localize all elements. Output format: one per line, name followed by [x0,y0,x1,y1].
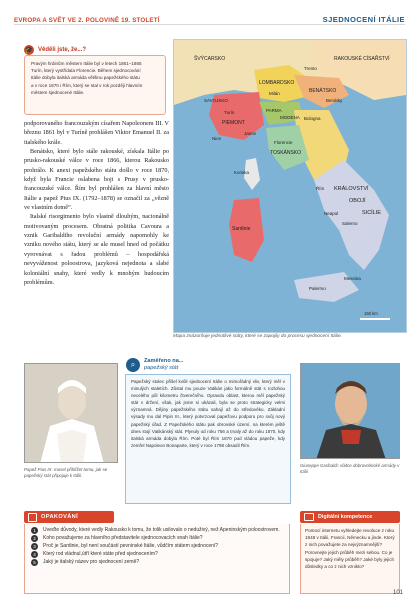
digital-competence-label: Digitální kompetence [318,514,373,520]
map-label-corsica: Korsika [234,170,250,175]
pope-pius-portrait [24,363,118,463]
dyk-line: městem sjednocené Itálie. [31,89,85,95]
map-label-sicily: SICÍLIE [362,210,381,216]
scale-bar [360,318,390,320]
papal-title-main: Zaměřeno na... [144,358,184,365]
map-label-austria: RAKOUSKÉ CÍSAŘSTVÍ [334,56,390,62]
papal-state-box [125,374,291,504]
running-head: EVROPA A SVĚT VE 2. POLOVINĚ 19. STOLETÍ [14,17,160,24]
question-text: Který rod vládnul,útří které státe před sjednocením? [43,551,158,557]
did-you-know-box [24,55,166,115]
review-box [24,524,290,594]
graduation-cap-icon: 🎓 [24,46,34,54]
map-label-two: OBOJÍ [349,198,366,204]
review-question [31,535,283,542]
digital-competence-text: Pomocí internetu vyhledejte revoluce z roku 1848 v Itálii, Francii, Německu a jinde. Který z nich považujete za nejvýznamnější? Porovnejte jejich průběh mezi sebou. Co je spojuje? Jaký měly průběh? Jaké byly jejich důsledky a co z nich vzniklo? [305,528,395,570]
body-paragraph: Italské risorgimento bylo vlastně dlouhým, nacionálně motivovaným procesem. Obratná politika Cavoura a vznik Garibaldiho revoluční armády napomohly ke vzniku nového státu, který se ale musel hned od počátku vyrovnávat s řadou problémů – hospodářská nevyváženost poloostrova, jazyková nejednota a slabé koloniální snahy, které vedly k mnohým hudoucím problémům. [24,213,169,286]
map-label-sardinia: Sardinie [232,226,251,232]
review-question [31,543,283,550]
dyk-line: a v roce 1870 i Řím, který se stal v rok později hlavním [31,82,143,88]
question-number-1: 1 [31,527,38,534]
question-text: Proč je Sardinie, byl není součástí pevninské Itálie, vůdčím státem sjednocení? [43,543,219,549]
map-label-florence: Florencie [274,140,293,145]
body-text [24,119,169,287]
map-label-piedmont: PIEMONT [222,120,245,126]
review-label: OPAKOVÁNÍ [41,514,79,520]
review-header [24,511,114,523]
body-paragraph: podporovaného francouzským císařem Napoleonem III. V březnu 1861 byl v Turíně prohlášen Viktor Emanuel II. za italského krále. [24,120,169,146]
question-text: Uveďte důvody, které vedly Rakousko k tomu, že tolik usilovalo o neduživý, než Apeninským poloostrovem. [43,527,280,533]
dyk-line: Pravým hrdinům městem Itálie byl v letech 1861–1865 [31,61,142,66]
map-label-modena: MODENA [280,115,300,120]
left-portrait-caption: Papež Pius IX. musel přihlížet tomu, jak se papežský stát připojuje k Itálii. [24,467,108,478]
map-label-turin: Turín [224,110,235,115]
right-portrait-caption: Giuseppe Garibaldi: vůdce dobrovolnické armády v Itálii [300,463,400,474]
map-label-milano: Milán [269,91,280,96]
review-question [31,551,283,558]
question-number-5: 5 [31,559,38,566]
body-paragraph: Benátsko, které bylo stále rakouské, získala Itálie po prusko-rakouské válce v roce 1866, kterou Rakousko prohrálo. K anexi papežského státu došlo v roce 1870, když byla Francie oslabena boji s Prusy v prusko-francouzské válce. Řím byl prohlášen za hlavní město Itálie a papež Pius IX. (1792–1878) se označil za „vězně ve vlastním domě“. [24,148,169,212]
map-label-tuscany: TOSKÁNSKO [270,150,302,156]
question-text: Koho považujeme za hlavního představitele sjednocovacích snah Itálie? [43,535,203,541]
digital-competence-header [300,511,400,523]
map-label-bologna: Bologna [304,116,321,121]
papal-state-title [144,358,183,371]
checklist-icon [28,513,37,522]
papal-title-sub: papežský stát [144,365,179,371]
map-label-swiss: ŠVÝCARSKO [194,56,226,62]
review-question [31,559,283,566]
map-label-trento: Trento [304,66,317,71]
pope-portrait-svg [25,364,118,463]
papal-state-text: Papežský stolec přišel kvůli sjednocení Itálie o mimořádný vliv, který měl v minulých staletích. Zůstal mu pouze Vatikán jako formálně stát s rozlohou necelého půl kilometru čtverečního. Opravdu oblast, kterou měl papežský stát v držení, však, jak jsme si ukázali, byla se proto strategicky velmi významná. Dějiny papežského státu sahají až do středověku. Základní výsady mu dal Pipin III., který potvrzoval papežovu podporu pro svůj nový papežský úřad. Z Papežského státu pak obrovské území, na kterém ještě dnes stojí Vatikánský stát. Plynuly od roku 756 a trvaly až do roku 1870, kdy italská armáda dobyla Řím. Poté byl Řím 1870 pod vládou papeže, kdy zemřel Napoleon Bonaparte, který v roce 1798 obsadil Řím. [131,379,285,448]
map-label-scale: 150 km [364,311,378,316]
did-you-know-title: Věděli jste, že...? [38,46,87,53]
question-number-4: 4 [31,551,38,558]
review-question [31,527,283,534]
map-label-salerno: Salerno [342,221,358,226]
magnifier-icon: ⌕ [126,358,140,372]
map-label-venetia: BENÁTSKO [309,88,337,94]
digital-competence-box [300,524,400,594]
map-label-savoy: SAVOJSKO [204,98,228,103]
map-label-rome: Řím [316,186,325,191]
map-label-naples: Neapol [324,211,339,216]
section-title: SJEDNOCENÍ ITÁLIE [322,15,405,24]
question-text: Jaký je italský název pro sjednocení země? [43,559,140,565]
garibaldi-portrait [300,363,400,459]
laptop-icon [304,513,314,521]
map-label-venezia: Benátky [326,98,343,103]
question-number-2: 2 [31,535,38,542]
dyk-line: Turín, který vystřídala Florencie. Během sjednocování [31,68,141,74]
page-number: 101 [392,590,403,596]
papal-state-header [126,357,183,373]
map-svg [174,40,406,332]
map-label-messina: Messina [344,276,361,281]
map-label-lombardy: LOMBARDSKO [259,80,295,86]
question-number-3: 3 [31,543,38,550]
italy-unification-map [173,39,407,333]
map-label-genoa: Janov [244,131,257,136]
map-label-palermo: Palermo [309,286,326,291]
map-label-nice: Nice [212,136,222,141]
garibaldi-portrait-svg [301,364,400,459]
map-label-kingdom: KRÁLOVSTVÍ [334,186,369,192]
dyk-line: Itálie dobyla italská armáda většinu papežského státu [31,75,140,81]
map-caption: Mapa znázorňuje jednotlivé státy, které se zapojily do procesu sjednocení Itálie. [173,334,342,339]
map-label-parma: PARMA [266,108,282,113]
page-header [14,8,405,25]
